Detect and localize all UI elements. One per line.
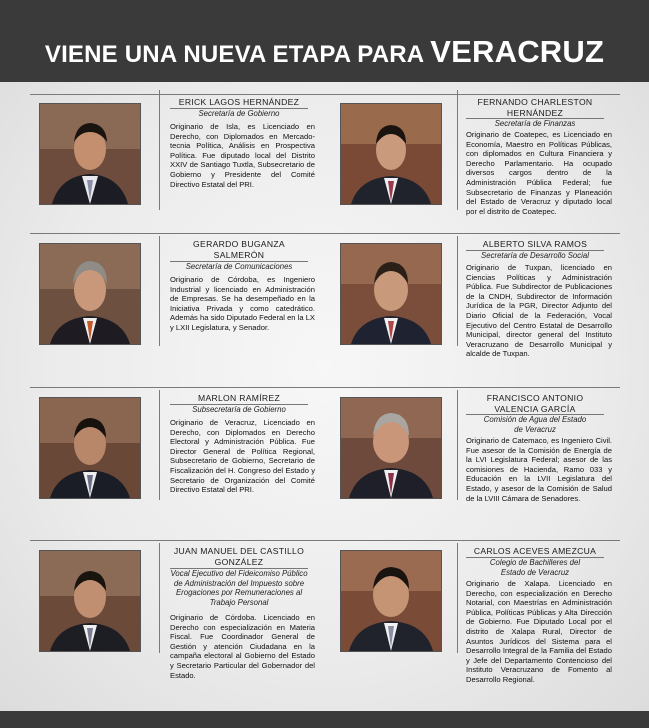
portrait-photo [39, 550, 141, 652]
column-divider [457, 390, 458, 500]
person-role: Secretaría de Finanzas [494, 119, 576, 128]
person-bio: Originario de Córdoba. Licenciado en Derecho con especialización en Materia Fiscal. Fue Coordinador General de Gestión y atención Ciudadana en la campaña electoral al Gobierno del Estado y Secretario Particular del Gobernador del Estado. [170, 613, 315, 680]
row-divider [30, 233, 620, 234]
portrait-photo [39, 243, 141, 345]
person-name: GERARDO BUGANZA SALMERÓN [193, 239, 285, 260]
person-name: JUAN MANUEL DEL CASTILLO GONZÁLEZ [173, 546, 305, 567]
portrait-photo [39, 397, 141, 499]
row-divider [30, 387, 620, 388]
person-role: Vocal Ejecutivo del Fideicomiso Público de Administración del Impuesto sobre Erogaciones por Remuneraciones al Trabajo Personal [170, 569, 308, 607]
footer-bar [0, 711, 649, 728]
person-name: FRANCISCO ANTONIO VALENCIA GARCÍA [486, 393, 584, 414]
person-bio: Originario de Xalapa. Licenciado en Derecho, con especialización en Derecho Notarial, con Maestrías en Administración Pública, Políticas Públicas y Alta Dirección de Gobierno. Fue Diputado Local por el distrito de Xalapa Rural, Director de Asuntos Jurídicos del Sistema para el Desarrollo Integral de la Familia del Estado y Jefe del Departamento Contencioso del Instituto Veracruzano de Fomento al Desarrollo Regional. [466, 579, 612, 684]
portrait-photo [340, 550, 442, 652]
title-big: VERACRUZ [430, 34, 605, 69]
person-name: CARLOS ACEVES AMEZCUA [473, 546, 597, 556]
column-divider [159, 543, 160, 653]
column-divider [159, 390, 160, 500]
person-bio: Originario de Veracruz, Licenciado en Derecho, con Diplomados en Derecho Electoral y Administración Pública. Fue Director General de Política Regional, Subsecretario de Gobierno, Secretario de Fiscalización del H. Congreso del Estado y Secretario de Organización del Comité Directivo Estatal del PRI. [170, 418, 315, 495]
person-role: Comisión de Agua del Estado de Veracruz [483, 415, 587, 434]
header-banner [0, 0, 649, 82]
column-divider [457, 236, 458, 346]
person-bio: Originario de Tuxpan, licenciado en Ciencias Políticas y Administración Pública. Fue Subdirector de Publicaciones de la CNDH, Subdirector de Información Jurídica de la PGR, Director Adjunto del Diario Oficial de la Federación, Vocal Ejecutivo del Centro Estatal de Desarrollo Municipal, director general del Instituto Veracruzano de Desarrollo Municipal y alcalde de Tuxpan. [466, 263, 612, 359]
title-small: VIENE UNA NUEVA ETAPA PARA [44, 41, 424, 68]
column-divider [457, 543, 458, 653]
person-role: Subsecretaría de Gobierno [192, 405, 286, 414]
column-divider [457, 90, 458, 210]
row-divider [30, 94, 620, 95]
person-role: Colegio de Bachilleres del Estado de Veracruz [489, 558, 581, 577]
person-role: Secretaría de Desarrollo Social [481, 251, 589, 260]
page-title [0, 34, 649, 70]
person-name: FERNANDO CHARLESTON HERNÁNDEZ [477, 97, 593, 118]
portrait-photo [340, 243, 442, 345]
person-name: ALBERTO SILVA RAMOS [482, 239, 588, 249]
portrait-photo [39, 103, 141, 205]
person-role: Secretaría de Comunicaciones [185, 262, 293, 271]
person-name: ERICK LAGOS HERNÁNDEZ [178, 97, 300, 107]
column-divider [159, 90, 160, 210]
portrait-photo [340, 103, 442, 205]
portrait-photo [340, 397, 442, 499]
person-bio: Originario de Coatepec, es Licenciado en Economía, Maestro en Políticas Públicas, con diplomados en Cultura Financiera y Derecho Parlamentario. Ha ocupado diversos cargos dentro de la Administración Pública Federal; fue Subsecretario de Finanzas y Planeación del Estado de Veracruz y diputado local por el distrito de Coatepec. [466, 130, 612, 216]
column-divider [159, 236, 160, 346]
person-name: MARLON RAMÍREZ [197, 393, 281, 403]
person-bio: Originario de Isla, es Licenciado en Derecho, con Diplomados en Mercado-tecnia Política, Análisis en Prospectiva Política. Fue diputado local del Distrito XXIV de Santiago Tuxtla, Subsecretario de Gobierno y Presidente del Comité Directivo Estatal del PRI. [170, 122, 315, 189]
person-bio: Originario de Catemaco, es Ingeniero Civil. Fue asesor de la Comisión de Energía de la LVI Legislatura Federal; asesor de las comisiones de Hacienda, Ramo 033 y Educación en la LVII Legislatura del Estado, y asesor de la Comisión de Salud de la LVIII Cámara de Senadores. [466, 436, 612, 503]
row-divider [30, 540, 620, 541]
person-role: Secretaría de Gobierno [198, 109, 280, 118]
person-bio: Originario de Córdoba, es Ingeniero Industrial y licenciado en Administración de Empresas. Se ha desempeñado en la Iniciativa Privada y como catedrático. Además ha sido Diputado Federal en la LX y LXII Legislatura, y Senador. [170, 275, 315, 332]
